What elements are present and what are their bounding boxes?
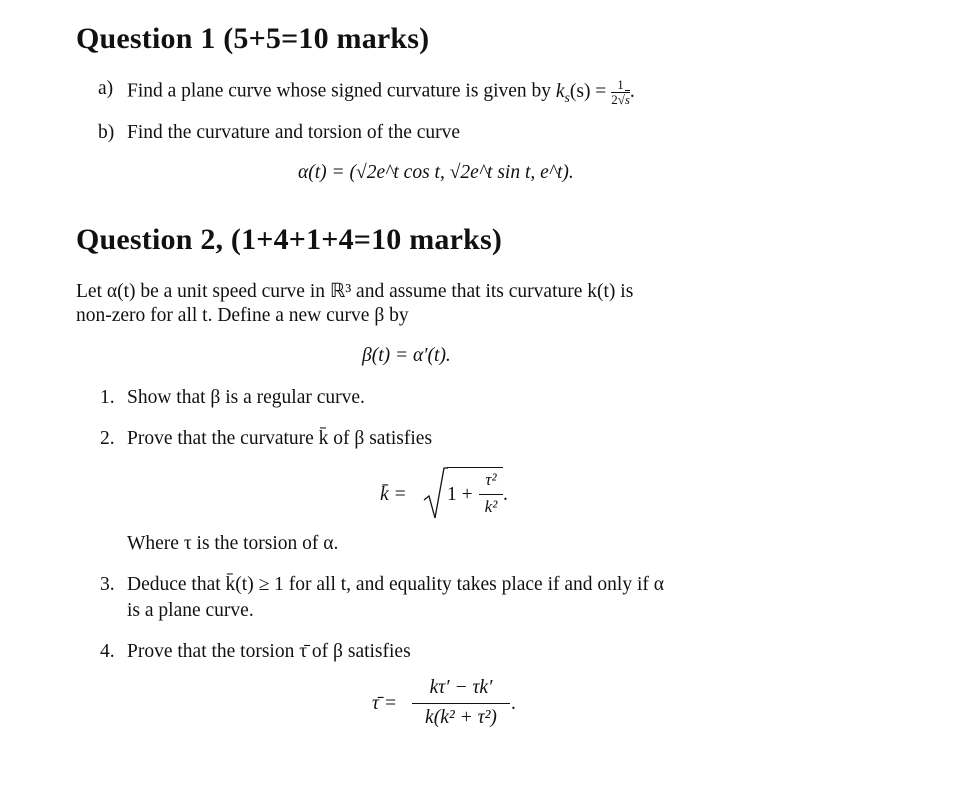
q2-item2-eq-end: . [503,484,508,505]
q2-intro-line1: Let α(t) be a unit speed curve in ℝ³ and assume that its curvature k(t) is [76,281,634,302]
q2-item2-frac-line [479,494,503,495]
q2-item4-eq-num: kτ′ − τk′ [429,677,493,698]
q1a-frac-num: 1 [611,78,630,93]
q1a-line [127,78,635,106]
q2-item4-text: Prove that the torsion τ̄ of β satisfies [127,641,411,662]
q1a-formula [555,77,635,107]
q2-item4-eq-end: . [511,693,516,714]
q1a-text: Find a plane curve whose signed curvature is given by [127,80,552,102]
q1a-arg: (s) = [569,80,607,102]
q2-item2-num: 2. [100,428,115,449]
q2-item4-frac-line [412,703,510,704]
sqrt-sign-icon [422,466,448,522]
q1a-sub: s [564,89,570,105]
q1b-text: Find the curvature and torsion of the curve [127,122,461,143]
q2-item2-eq-num: τ² [485,470,497,489]
q2-item4-eq-lhs: τ̄ = [372,693,398,714]
sqrt-bar [447,467,503,468]
q2-item3-num: 3. [100,574,115,595]
q1a-fraction [611,78,630,106]
q2-def-equation: β(t) = α′(t). [362,345,451,366]
q2-item4-eq-den: k(k² + τ²) [425,707,497,728]
q2-item3-line2: is a plane curve. [127,600,254,621]
q2-item2-eq-one: 1 + [447,484,473,505]
q2-item3-line1: Deduce that k̄(t) ≥ 1 for all t, and equality takes place if and only if α [127,574,664,595]
q1a-end: . [629,80,635,102]
q2-item2-text: Prove that the curvature k̄ of β satisfies [127,428,433,449]
q2-item2-eq-den: k² [484,497,498,516]
q2-item2-after: Where τ is the torsion of α. [127,533,339,554]
q1a-k: k [555,80,565,102]
q1b-label: b) [98,122,115,143]
q2-item1-text: Show that β is a regular curve. [127,387,365,408]
q2-heading: Question 2, (1+4+1+4=10 marks) [76,223,503,256]
q2-item4-num: 4. [100,641,115,662]
q2-intro-line2: non-zero for all t. Define a new curve β by [76,305,409,326]
q1a-den-coef: 2 [611,91,618,107]
q1a-den-rad: s [624,91,630,107]
q1a-label: a) [98,78,114,99]
q1a-frac-den: 2√s [611,91,630,107]
q1-heading: Question 1 (5+5=10 marks) [76,22,430,55]
q1b-equation: α(t) = (√2e^t cos t, √2e^t sin t, e^t). [298,162,574,183]
q2-item2-eq-lhs: k̄ = [380,484,407,505]
q2-item1-num: 1. [100,387,115,408]
